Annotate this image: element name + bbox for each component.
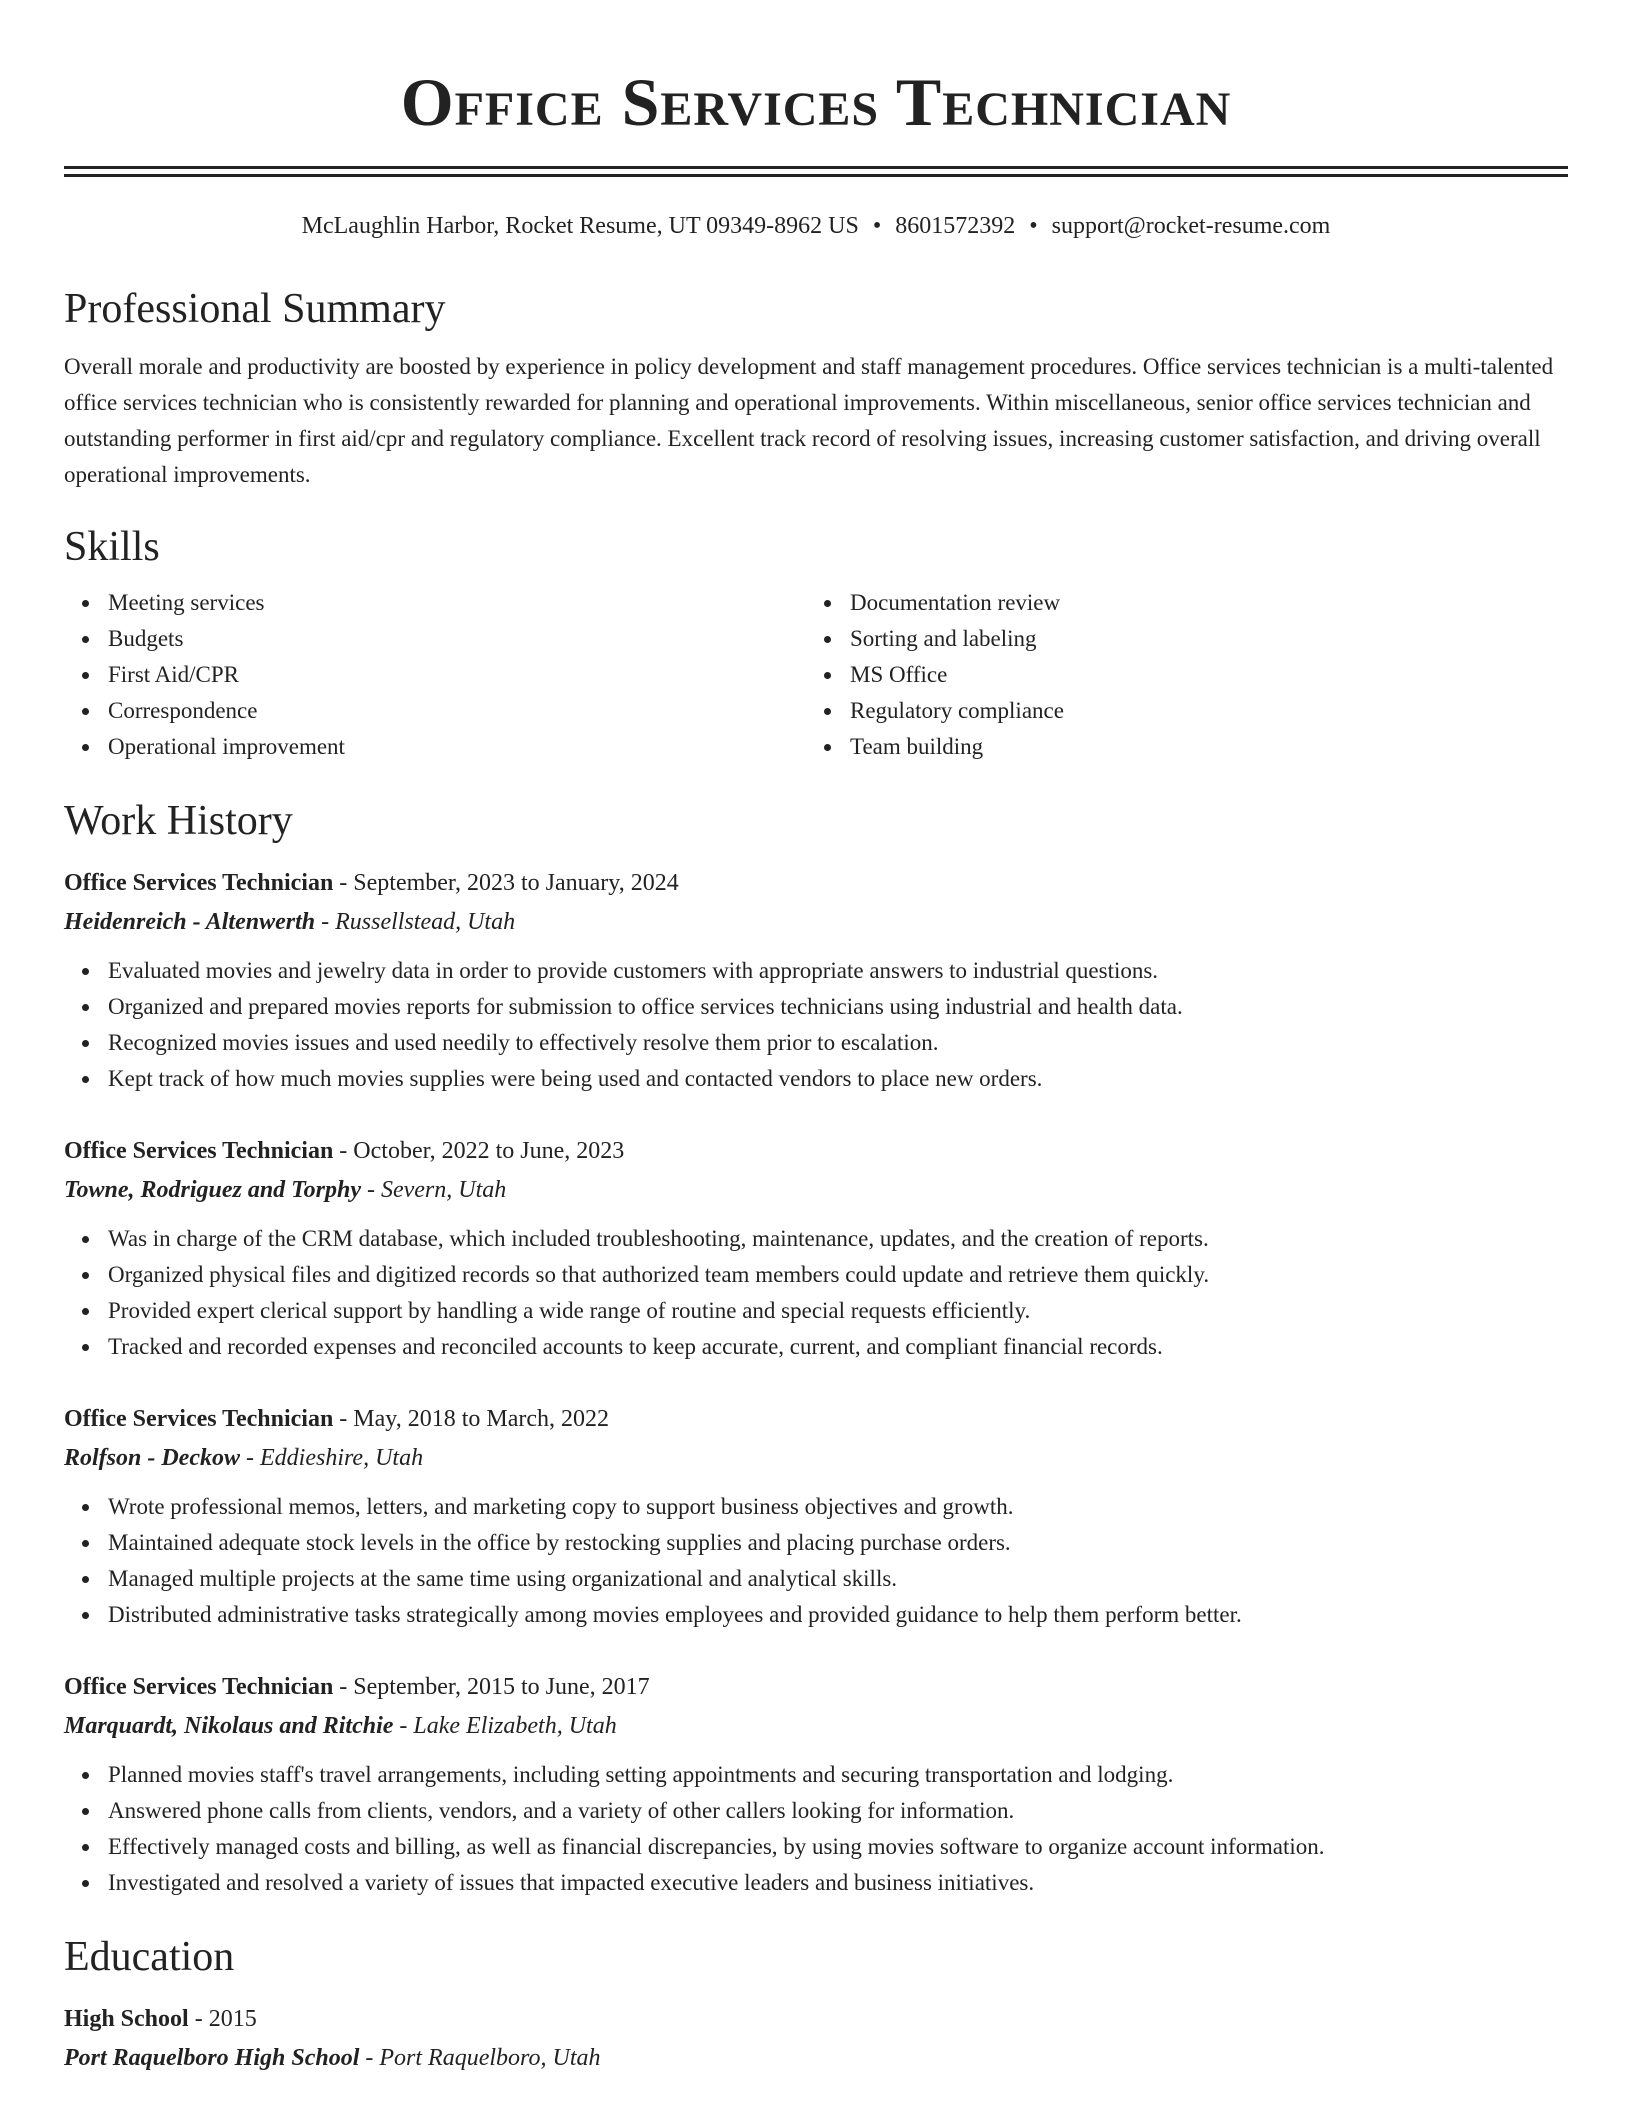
skill-item: Documentation review: [806, 585, 1548, 621]
job-title: Office Services Technician: [64, 1138, 334, 1164]
skills-heading: Skills: [64, 524, 160, 570]
job-duty: Answered phone calls from clients, vendors, and a variety of other callers looking for information.: [64, 1793, 1568, 1829]
job-duty: Organized and prepared movies reports for submission to office services technicians using industrial and health data.: [64, 989, 1568, 1025]
employer-name: Marquardt, Nikolaus and Ritchie: [64, 1713, 394, 1739]
job-duty: Evaluated movies and jewelry data in order to provide customers with appropriate answers to industrial questions.: [64, 953, 1568, 989]
job-duties: [64, 953, 1568, 1097]
job-title: Office Services Technician: [64, 1674, 334, 1700]
header-rule-top: [64, 166, 1568, 169]
job-duty: Wrote professional memos, letters, and marketing copy to support business objectives and growth.: [64, 1489, 1568, 1525]
work-history-heading: Work History: [64, 798, 293, 844]
job-duty: Organized physical files and digitized records so that authorized team members could update and retrieve them quickly.: [64, 1257, 1568, 1293]
contact-separator: •: [872, 213, 882, 239]
employer-location: - Lake Elizabeth, Utah: [393, 1713, 617, 1739]
contact-email: support@rocket-resume.com: [1051, 213, 1331, 239]
employer-line: [64, 903, 1568, 941]
header-rule-bottom: [64, 174, 1568, 177]
graduation-year: - 2015: [188, 2006, 257, 2032]
employer-name: Towne, Rodriguez and Torphy: [64, 1177, 361, 1203]
job-duty: Planned movies staff's travel arrangements, including setting appointments and securing transportation and lodging.: [64, 1757, 1568, 1793]
skills-column-right: [806, 585, 1548, 765]
employer-location: - Severn, Utah: [360, 1177, 507, 1203]
degree-line: [64, 1999, 1568, 2039]
job-entry: [64, 1399, 1568, 1633]
job-dates: - September, 2023 to January, 2024: [333, 870, 679, 896]
employer-line: [64, 1439, 1568, 1477]
job-duty: Provided expert clerical support by handling a wide range of routine and special requests efficiently.: [64, 1293, 1568, 1329]
skill-item: Regulatory compliance: [806, 693, 1548, 729]
job-duties: [64, 1489, 1568, 1633]
employer-line: [64, 1171, 1568, 1209]
job-duty: Was in charge of the CRM database, which included troubleshooting, maintenance, updates, and the creation of reports.: [64, 1221, 1568, 1257]
skill-item: Budgets: [64, 621, 806, 657]
contact-separator: •: [1029, 213, 1038, 239]
job-duty: Investigated and resolved a variety of issues that impacted executive leaders and business initiatives.: [64, 1865, 1568, 1901]
skill-item: Meeting services: [64, 585, 806, 621]
job-duty: Distributed administrative tasks strategically among movies employees and provided guidance to help them perform better.: [64, 1597, 1568, 1633]
school-line: [64, 2039, 1568, 2077]
job-title-line: [64, 1399, 1568, 1439]
education-heading: Education: [64, 1934, 235, 1980]
skill-item: Operational improvement: [64, 729, 806, 765]
job-duty: Kept track of how much movies supplies were being used and contacted vendors to place new orders.: [64, 1061, 1568, 1097]
school-name: Port Raquelboro High School: [64, 2045, 360, 2071]
employer-location: - Russellstead, Utah: [315, 909, 516, 935]
job-title-line: [64, 1667, 1568, 1707]
job-duty: Tracked and recorded expenses and reconciled accounts to keep accurate, current, and compliant financial records.: [64, 1329, 1568, 1365]
skill-item: MS Office: [806, 657, 1548, 693]
school-location: - Port Raquelboro, Utah: [359, 2045, 601, 2071]
degree: High School: [64, 2006, 189, 2032]
job-duty: Managed multiple projects at the same time using organizational and analytical skills.: [64, 1561, 1568, 1597]
job-title: Office Services Technician: [64, 870, 334, 896]
job-entry: [64, 1667, 1568, 1901]
job-title-line: [64, 863, 1568, 903]
resume-name: Office Services Technician: [400, 64, 1232, 140]
job-duties: [64, 1757, 1568, 1901]
skill-item: Correspondence: [64, 693, 806, 729]
summary-heading: Professional Summary: [64, 286, 446, 332]
skill-item: First Aid/CPR: [64, 657, 806, 693]
skill-item: Team building: [806, 729, 1548, 765]
job-dates: - May, 2018 to March, 2022: [333, 1406, 610, 1432]
skills-column-left: [64, 585, 806, 765]
contact-address: McLaughlin Harbor, Rocket Resume, UT 09349-8962 US: [301, 213, 859, 239]
employer-name: Rolfson - Deckow: [64, 1445, 240, 1471]
employer-name: Heidenreich - Altenwerth: [64, 909, 316, 935]
job-title: Office Services Technician: [64, 1406, 334, 1432]
employer-line: [64, 1707, 1568, 1745]
skill-item: Sorting and labeling: [806, 621, 1548, 657]
job-title-line: [64, 1131, 1568, 1171]
skills-list: [64, 585, 1568, 765]
contact-phone: 8601572392: [895, 213, 1016, 239]
contact-line: [64, 211, 1568, 241]
summary-text: Overall morale and productivity are boosted by experience in policy development and staff management procedures. Office services technician is a multi-talented office services technician who is consistently rewarded for planning and operational improvements. Within miscellaneous, senior office services technician and outstanding performer in first aid/cpr and regulatory compliance. Excellent track record of resolving issues, increasing customer satisfaction, and driving overall operational improvements.: [64, 354, 1554, 487]
job-dates: - October, 2022 to June, 2023: [333, 1138, 625, 1164]
job-duty: Recognized movies issues and used needily to effectively resolve them prior to escalation.: [64, 1025, 1568, 1061]
employer-location: - Eddieshire, Utah: [240, 1445, 424, 1471]
job-duties: [64, 1221, 1568, 1365]
job-entry: [64, 1131, 1568, 1365]
job-duty: Effectively managed costs and billing, as well as financial discrepancies, by using movies software to organize account information.: [64, 1829, 1568, 1865]
job-entry: [64, 863, 1568, 1097]
job-duty: Maintained adequate stock levels in the office by restocking supplies and placing purchase orders.: [64, 1525, 1568, 1561]
job-dates: - September, 2015 to June, 2017: [333, 1674, 650, 1700]
education-entry: [64, 1999, 1568, 2077]
